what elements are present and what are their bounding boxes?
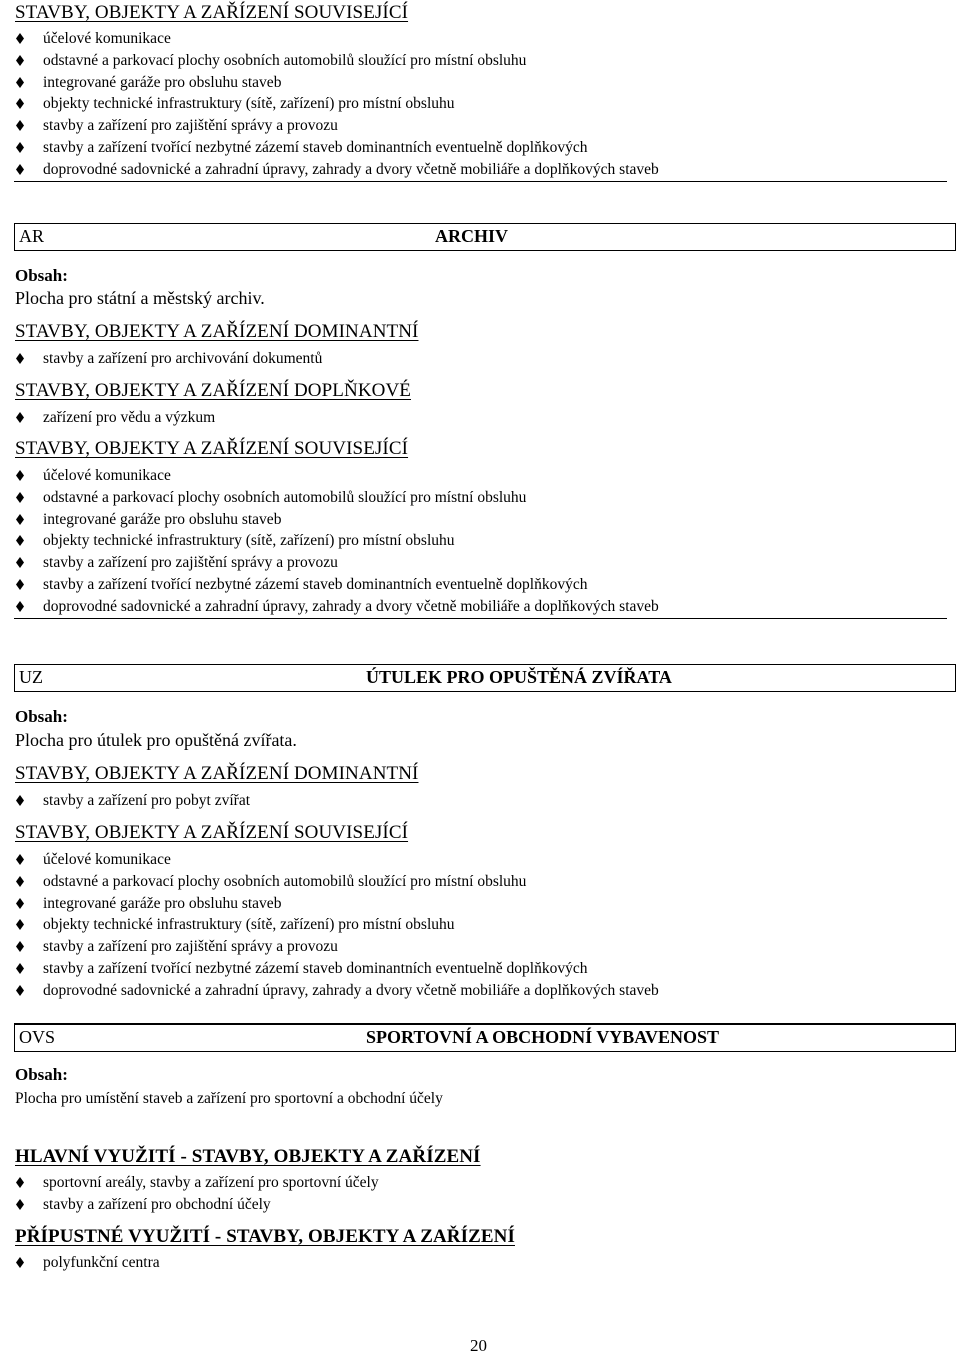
zone-description: Plocha pro umístění staveb a zařízení pro sportovní a obchodní účely [15,1090,443,1107]
list-item [15,871,955,893]
list-item-text: odstavné a parkovací plochy osobních automobilů sloužící pro místní obsluhu [43,872,527,890]
diamond-bullet-icon [16,353,24,364]
diamond-bullet-icon [16,33,24,44]
list-item [15,893,955,915]
list-item [15,1194,955,1216]
zone-header-box [14,664,956,692]
list-item-text: stavby a zařízení pro pobyt zvířat [43,792,251,809]
list-item-text: zařízení pro vědu a výzkum [43,409,216,426]
obsah-label: Obsah: [15,1065,68,1084]
divider [14,181,947,182]
diamond-bullet-icon [16,898,24,909]
list-item [15,72,955,94]
diamond-bullet-icon [16,557,24,568]
bullet-list [15,407,955,429]
list-item [15,958,955,980]
list-item [15,50,955,72]
section-heading-allowed-use: PŘÍPUSTNÉ VYUŽITÍ - STAVBY, OBJEKTY A ZAŘÍZENÍ [15,1226,515,1247]
list-item [15,530,955,552]
list-item [15,914,955,936]
list-item [15,790,955,812]
diamond-bullet-icon [16,919,24,930]
diamond-bullet-icon [16,1199,24,1210]
diamond-bullet-icon [16,514,24,525]
list-item [15,1252,955,1274]
zone-code: AR [19,226,45,246]
bullet-list [15,348,955,370]
list-item-text: polyfunkční centra [43,1254,160,1271]
diamond-bullet-icon [16,535,24,546]
diamond-bullet-icon [16,55,24,66]
diamond-bullet-icon [16,941,24,952]
section-heading-related: STAVBY, OBJEKTY A ZAŘÍZENÍ SOUVISEJÍCÍ [15,438,409,459]
diamond-bullet-icon [16,77,24,88]
list-item-text: stavby a zařízení pro zajištění správy a provozu [43,117,338,134]
list-item [15,28,955,50]
section-heading-main-use: HLAVNÍ VYUŽITÍ - STAVBY, OBJEKTY A ZAŘÍZENÍ [15,1146,481,1167]
divider [14,618,947,619]
list-item [15,115,955,137]
list-item-text: stavby a zařízení pro zajištění správy a provozu [43,938,338,955]
list-item [15,93,955,115]
list-item-text: účelové komunikace [43,30,171,47]
section-heading-supplementary: STAVBY, OBJEKTY A ZAŘÍZENÍ DOPLŇKOVÉ [15,380,411,401]
list-item [15,487,955,509]
list-item [15,465,955,487]
list-item-text: stavby a zařízení tvořící nezbytné zázemí staveb dominantních eventuelně doplňkových [43,959,588,977]
list-item [15,849,955,871]
list-item [15,936,955,958]
obsah-label: Obsah: [15,707,68,726]
diamond-bullet-icon [16,963,24,974]
list-item-text: integrované garáže pro obsluhu staveb [43,894,282,912]
list-item-text: sportovní areály, stavby a zařízení pro sportovní účely [43,1174,379,1191]
list-item-text: stavby a zařízení pro obchodní účely [43,1195,271,1213]
zone-title: ÚTULEK PRO OPUŠTĚNÁ ZVÍŘATA [366,667,672,687]
diamond-bullet-icon [16,985,24,996]
list-item-text: stavby a zařízení pro archivování dokumentů [43,350,323,367]
list-item-text: stavby a zařízení tvořící nezbytné zázemí staveb dominantních eventuelně doplňkových [43,138,588,156]
bullet-list [15,849,955,1001]
diamond-bullet-icon [16,164,24,175]
diamond-bullet-icon [16,795,24,806]
diamond-bullet-icon [16,120,24,131]
bullet-list [15,1172,955,1216]
bullet-list [15,465,955,617]
zone-code: UZ [19,667,43,687]
zone-code: OVS [19,1027,56,1047]
diamond-bullet-icon [16,1257,24,1268]
list-item-text: stavby a zařízení pro zajištění správy a provozu [43,554,338,571]
list-item-text: objekty technické infrastruktury (sítě, zařízení) pro místní obsluhu [43,916,455,934]
list-item-text: objekty technické infrastruktury (sítě, zařízení) pro místní obsluhu [43,532,455,550]
list-item [15,980,955,1002]
diamond-bullet-icon [16,142,24,153]
zone-description: Plocha pro útulek pro opuštěná zvířata. [15,730,297,750]
list-item-text: integrované garáže pro obsluhu staveb [43,510,282,528]
list-item-text: integrované garáže pro obsluhu staveb [43,73,282,91]
zone-title: ARCHIV [435,226,509,246]
list-item-text: odstavné a parkovací plochy osobních automobilů sloužící pro místní obsluhu [43,488,527,506]
list-item-text: objekty technické infrastruktury (sítě, zařízení) pro místní obsluhu [43,95,455,113]
list-item [15,159,955,181]
list-item-text: stavby a zařízení tvořící nezbytné zázemí staveb dominantních eventuelně doplňkových [43,575,588,593]
section-heading-related: STAVBY, OBJEKTY A ZAŘÍZENÍ SOUVISEJÍCÍ [15,822,409,843]
list-item [15,348,955,370]
diamond-bullet-icon [16,854,24,865]
list-item-text: účelové komunikace [43,851,171,868]
list-item [15,509,955,531]
diamond-bullet-icon [16,601,24,612]
section-heading-dominant: STAVBY, OBJEKTY A ZAŘÍZENÍ DOMINANTNÍ [15,321,419,342]
list-item [15,137,955,159]
bullet-list [15,790,955,812]
list-item [15,596,955,618]
diamond-bullet-icon [16,876,24,887]
list-item [15,574,955,596]
page-number: 20 [470,1336,487,1355]
list-item [15,1172,955,1194]
diamond-bullet-icon [16,492,24,503]
diamond-bullet-icon [16,412,24,423]
zone-header-box [14,1023,956,1052]
list-item-text: doprovodné sadovnické a zahradní úpravy, zahrady a dvory včetně mobiliáře a doplňkových staveb [43,597,659,615]
list-item [15,552,955,574]
diamond-bullet-icon [16,579,24,590]
section-heading-dominant: STAVBY, OBJEKTY A ZAŘÍZENÍ DOMINANTNÍ [15,763,419,784]
diamond-bullet-icon [16,98,24,109]
diamond-bullet-icon [16,1177,24,1188]
zone-title: SPORTOVNÍ A OBCHODNÍ VYBAVENOST [366,1027,719,1047]
obsah-label: Obsah: [15,266,68,285]
bullet-list [15,1252,955,1274]
list-item-text: účelové komunikace [43,467,171,484]
section-heading-related: STAVBY, OBJEKTY A ZAŘÍZENÍ SOUVISEJÍCÍ [15,2,409,23]
list-item [15,407,955,429]
zone-header-box [14,223,956,251]
diamond-bullet-icon [16,470,24,481]
bullet-list [15,28,955,180]
list-item-text: doprovodné sadovnické a zahradní úpravy, zahrady a dvory včetně mobiliáře a doplňkových staveb [43,160,659,178]
list-item-text: doprovodné sadovnické a zahradní úpravy, zahrady a dvory včetně mobiliáře a doplňkových staveb [43,981,659,999]
zone-description: Plocha pro státní a městský archiv. [15,288,265,308]
list-item-text: odstavné a parkovací plochy osobních automobilů sloužící pro místní obsluhu [43,51,527,69]
